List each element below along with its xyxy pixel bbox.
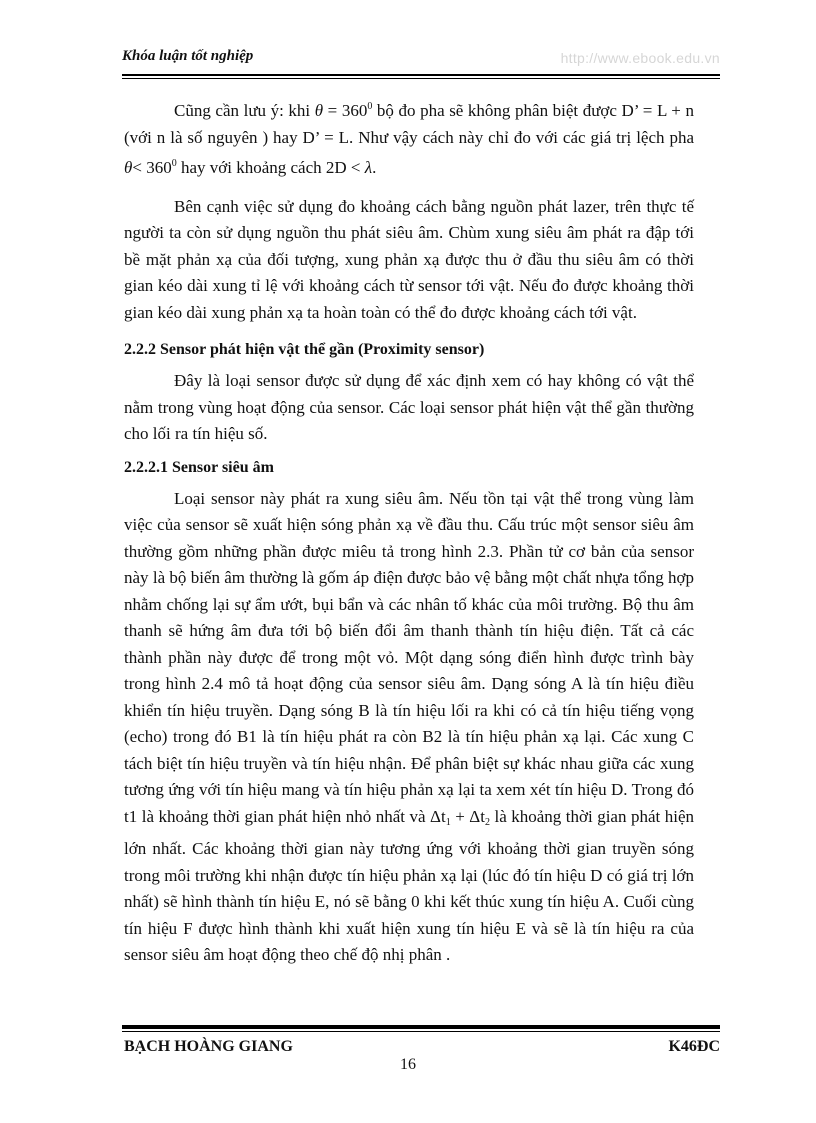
footer-class: K46ĐC <box>668 1038 720 1055</box>
paragraph-ultrasonic-sensor <box>124 486 694 969</box>
theta-symbol: θ <box>314 101 324 120</box>
para1-text-1: Cũng cần lưu ý: khi <box>174 101 315 120</box>
section-heading-ultrasonic: 2.2.2.1 Sensor siêu âm <box>124 458 274 476</box>
para4-text-2: + Δt <box>450 806 485 826</box>
para4-text-1: Loại sensor này phát ra xung siêu âm. Nếu tồn tại vật thể trong vùng làm việc của sensor sẽ xuất hiện sóng phản xạ về đầu thu. Cấu trúc một sensor siêu âm thường gồm những phần được miêu tả trong hình 2.3. Phần tử cơ bản của sensor này là bộ biến âm thường là gốm áp điện được bảo vệ bằng một chất nhựa tổng hợp nhằm chống lại sự ẩm ướt, bụi bẩn và các nhân tố khác của môi trường. Bộ thu âm thanh sẽ hứng âm đưa tới bộ biến đổi âm thanh thành tín hiệu điện. Tất cả các thành phần này được để trong một vỏ. Một dạng sóng điển hình được trình bày trong hình 2.4 mô tả hoạt động của sensor siêu âm. Dạng sóng A là tín hiệu điều khiển tín hiệu truyền. Dạng sóng B là tín hiệu lối ra khi có cả tín hiệu tiếng vọng (echo) trong đó B1 là tín hiệu phát ra còn B2 là tín hiệu phản xạ lại. Các xung C tách biệt tín hiệu truyền và tín hiệu nhận. Để phân biệt sự khác nhau giữa các xung tương ứng với tín hiệu mang và tín hiệu phản xạ lại ta xem xét tín hiệu D. Trong đó t1 là khoảng thời gian phát hiện nhỏ nhất và Δt <box>124 488 694 826</box>
para1-text-2: = 360 <box>323 101 368 120</box>
para1-text-3: bộ đo pha sẽ không phân biệt được D’ = L + n (với n là số nguyên ) hay D’ = L. Như vậy cách này chỉ đo với các giá trị lệch pha <box>124 101 694 147</box>
para1-text-4: < 360 <box>132 158 172 177</box>
page-number: 16 <box>400 1056 416 1073</box>
footer-rule-thin <box>122 1031 720 1032</box>
header-title: Khóa luận tốt nghiệp <box>122 48 254 64</box>
section-heading-proximity: 2.2.2 Sensor phát hiện vật thể gần (Proximity sensor) <box>124 341 485 358</box>
paragraph-proximity: Đây là loại sensor được sử dụng để xác định xem có hay không có vật thể nằm trong vùng hoạt động của sensor. Các loại sensor phát hiện vật thể gần thường cho lối ra tín hiệu số. <box>124 371 694 443</box>
footer-rule <box>122 1025 720 1029</box>
subscript-2: 2 <box>484 816 490 828</box>
page-header <box>122 48 720 72</box>
paragraph-phase-note <box>124 94 694 182</box>
theta-symbol: θ <box>124 158 133 177</box>
header-rule-thin <box>122 78 720 79</box>
para4-text-3: là khoảng thời gian phát hiện lớn nhất. Các khoảng thời gian này tương ứng với khoảng thời gian truyền sóng trong môi trường khi nhận được tín hiệu phản xạ lại (lúc đó tín hiệu D có giá trị lớn nhất) sẽ hình thành tín hiệu E, nó sẽ bằng 0 khi kết thúc xung tín hiệu A. Cuối cùng tín hiệu F được hình thành khi xuất hiện xung tín hiệu E và sẽ là tín hiệu ra của sensor siêu âm hoạt động theo chế độ nhị phân . <box>124 806 695 964</box>
subscript-1: 1 <box>445 816 451 828</box>
paragraph-ultrasonic-intro: Bên cạnh việc sử dụng đo khoảng cách bằng nguồn phát lazer, trên thực tế người ta còn sử dụng nguồn thu phát siêu âm. Chùm xung siêu âm phát ra đập tới bề mặt phản xạ của đối tượng, xung phản xạ được thu ở đầu thu siêu âm có thời gian kéo dài xung tỉ lệ với khoảng cách từ sensor tới vật. Nếu đo được khoảng thời gian kéo dài xung phản xạ ta hoàn toàn có thể đo được khoảng cách tới vật. <box>124 196 694 322</box>
degree-superscript: 0 <box>171 158 177 169</box>
footer-author: BẠCH HOÀNG GIANG <box>124 1038 293 1055</box>
page-body <box>124 94 694 969</box>
degree-superscript: 0 <box>367 101 373 112</box>
lambda-symbol: λ <box>364 158 373 177</box>
para1-text-5: hay với khoảng cách 2D < <box>176 158 365 177</box>
para1-text-6: . <box>372 158 377 177</box>
header-rule <box>122 74 720 76</box>
header-watermark-url: http://www.ebook.edu.vn <box>560 50 720 66</box>
